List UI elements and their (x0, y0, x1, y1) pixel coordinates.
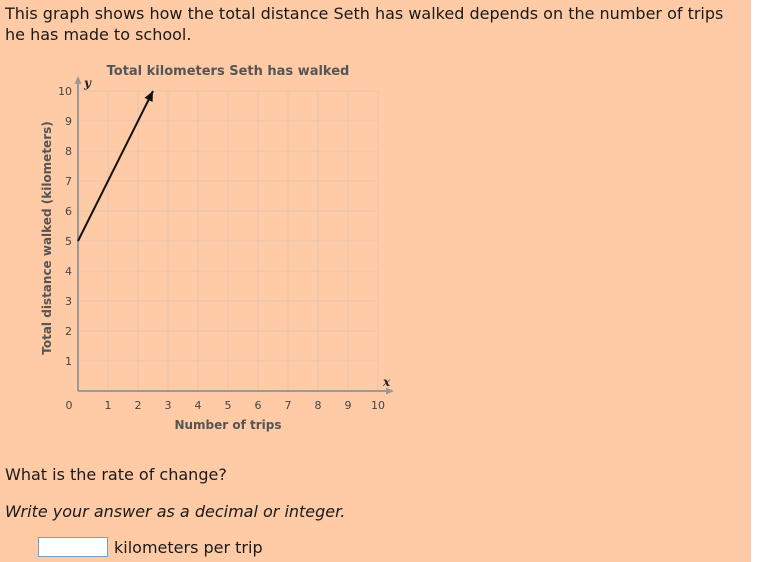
y-tick-label-2: 2 (65, 325, 72, 338)
x-tick-label-1: 1 (104, 399, 112, 412)
y-tick-label-10: 10 (58, 85, 72, 98)
x-tick-label-2: 2 (134, 399, 142, 412)
chart-axes (75, 76, 395, 395)
chart-title: Total kilometers Seth has walked (106, 64, 350, 79)
y-tick-label-7: 7 (65, 175, 72, 188)
x-tick-label-5: 5 (224, 399, 232, 412)
y-tick-label-1: 1 (65, 355, 72, 368)
x-tick-label-6: 6 (254, 399, 262, 412)
y-tick-label-3: 3 (65, 295, 72, 308)
instruction-text: Write your answer as a decimal or integer. (5, 502, 346, 521)
series-line-0 (78, 91, 153, 241)
y-axis-arrowhead (75, 76, 82, 84)
y-axis-variable: y (84, 76, 91, 90)
x-tick-label-4: 4 (194, 399, 202, 412)
chart-ticks (58, 85, 385, 412)
x-axis-variable: x (383, 375, 391, 389)
answer-row (38, 537, 263, 557)
y-tick-label-9: 9 (65, 115, 72, 128)
unit-label: kilometers per trip (114, 537, 263, 557)
intro-text: This graph shows how the total distance Seth has walked depends on the number of trips he has made to school. (5, 4, 724, 44)
y-tick-label-4: 4 (65, 265, 72, 278)
x-tick-label-9: 9 (344, 399, 352, 412)
question-text: What is the rate of change? (5, 465, 227, 484)
y-tick-label-6: 6 (65, 205, 72, 218)
x-tick-label-0: 0 (65, 399, 73, 412)
chart-series (78, 91, 153, 241)
x-tick-label-3: 3 (164, 399, 172, 412)
x-tick-label-7: 7 (284, 399, 292, 412)
x-axis-title: Number of trips (174, 418, 282, 432)
y-axis-title: Total distance walked (kilometers) (40, 121, 54, 355)
x-tick-label-8: 8 (314, 399, 322, 412)
y-tick-label-5: 5 (65, 235, 72, 248)
chart-grid (78, 91, 378, 391)
y-tick-label-8: 8 (65, 145, 72, 158)
answer-input[interactable] (38, 537, 108, 557)
x-tick-label-10: 10 (371, 399, 385, 412)
